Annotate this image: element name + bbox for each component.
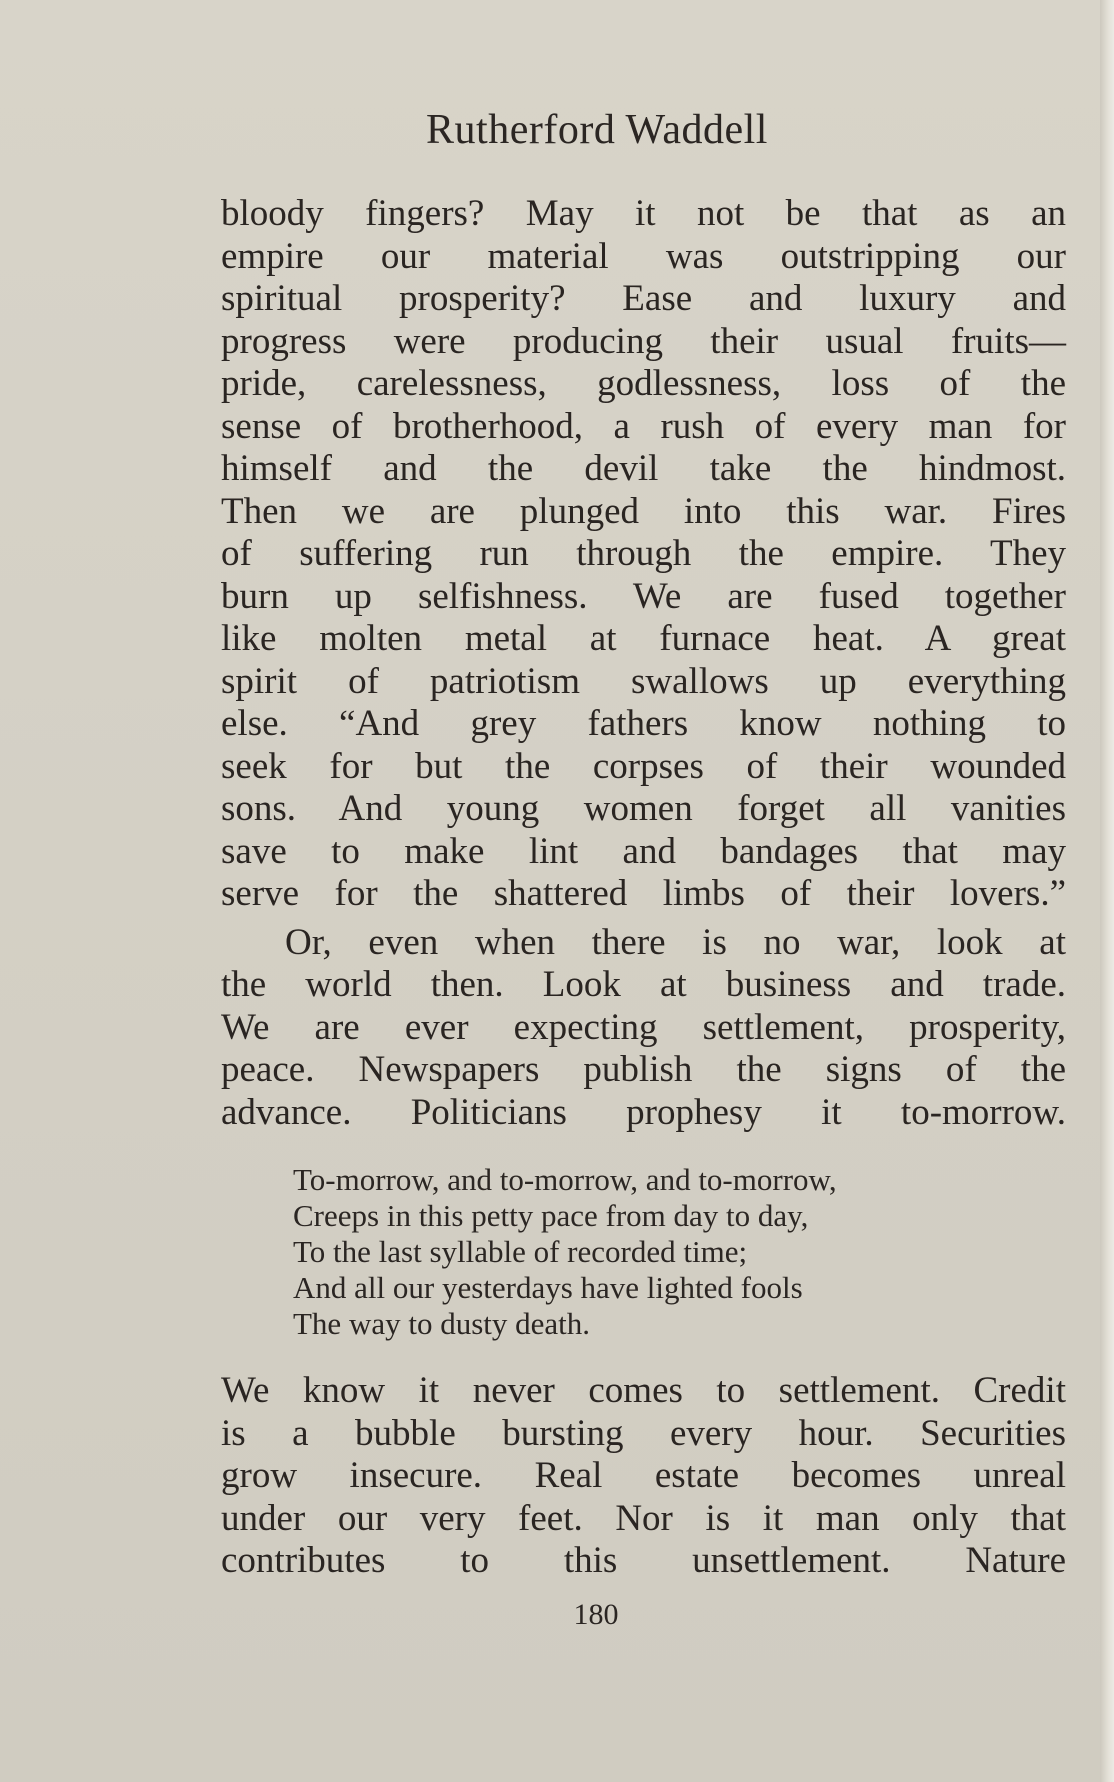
text-line: sense of brotherhood, a rush of every man for (221, 405, 1066, 447)
paragraph-1 (221, 193, 1066, 916)
paragraph-3 (221, 1370, 1066, 1583)
text-line: We are ever expecting settlement, prosperity, (221, 1006, 1066, 1048)
text-line: spirit of patriotism swallows up everything (221, 660, 1066, 702)
text-line: empire our material was outstripping our (221, 235, 1066, 277)
text-line: spiritual prosperity? Ease and luxury and (221, 278, 1066, 319)
text-line: Or, even when there is no war, look at (285, 921, 1066, 963)
verse-quotation (293, 1162, 1066, 1342)
running-head: Rutherford Waddell (426, 107, 768, 153)
text-line: contributes to this unsettlement. Nature (221, 1540, 1066, 1581)
text-line: burn up selfishness. We are fused together (221, 575, 1066, 617)
text-line: serve for the shattered limbs of their lovers.” (221, 873, 1066, 914)
text-line: grow insecure. Real estate becomes unreal (221, 1455, 1066, 1496)
text-line: like molten metal at furnace heat. A great (221, 618, 1066, 659)
verse-line: The way to dusty death. (293, 1306, 591, 1341)
text-line: peace. Newspapers publish the signs of the (221, 1049, 1066, 1090)
text-line: seek for but the corpses of their wounded (221, 745, 1066, 787)
text-line: bloody fingers? May it not be that as an (221, 193, 1066, 234)
text-line: We know it never comes to settlement. Credit (221, 1370, 1066, 1411)
verse-line: To the last syllable of recorded time; (293, 1234, 748, 1269)
verse-line: To-morrow, and to-morrow, and to-morrow, (293, 1162, 837, 1197)
paragraph-2 (221, 922, 1066, 1135)
body-text (221, 193, 1066, 1583)
verse-line: And all our yesterdays have lighted fools (293, 1270, 803, 1305)
text-line: of suffering run through the empire. They (221, 533, 1066, 574)
text-line: Then we are plunged into this war. Fires (221, 490, 1066, 532)
text-line: under our very feet. Nor is it man only that (221, 1497, 1066, 1539)
text-line: save to make lint and bandages that may (221, 830, 1066, 872)
text-line: is a bubble bursting every hour. Securities (221, 1412, 1066, 1454)
text-line: pride, carelessness, godlessness, loss of the (221, 363, 1066, 404)
page-edge (1100, 0, 1114, 1782)
text-line: himself and the devil take the hindmost. (221, 448, 1066, 489)
verse-line: Creeps in this petty pace from day to day, (293, 1198, 809, 1233)
page-number: 180 (573, 1598, 619, 1631)
text-line: advance. Politicians prophesy it to-morrow. (221, 1091, 1066, 1133)
text-line: progress were producing their usual fruits— (221, 320, 1066, 362)
text-line: the world then. Look at business and trade. (221, 964, 1066, 1005)
text-line: sons. And young women forget all vanities (221, 788, 1066, 829)
text-line: else. “And grey fathers know nothing to (221, 703, 1066, 744)
